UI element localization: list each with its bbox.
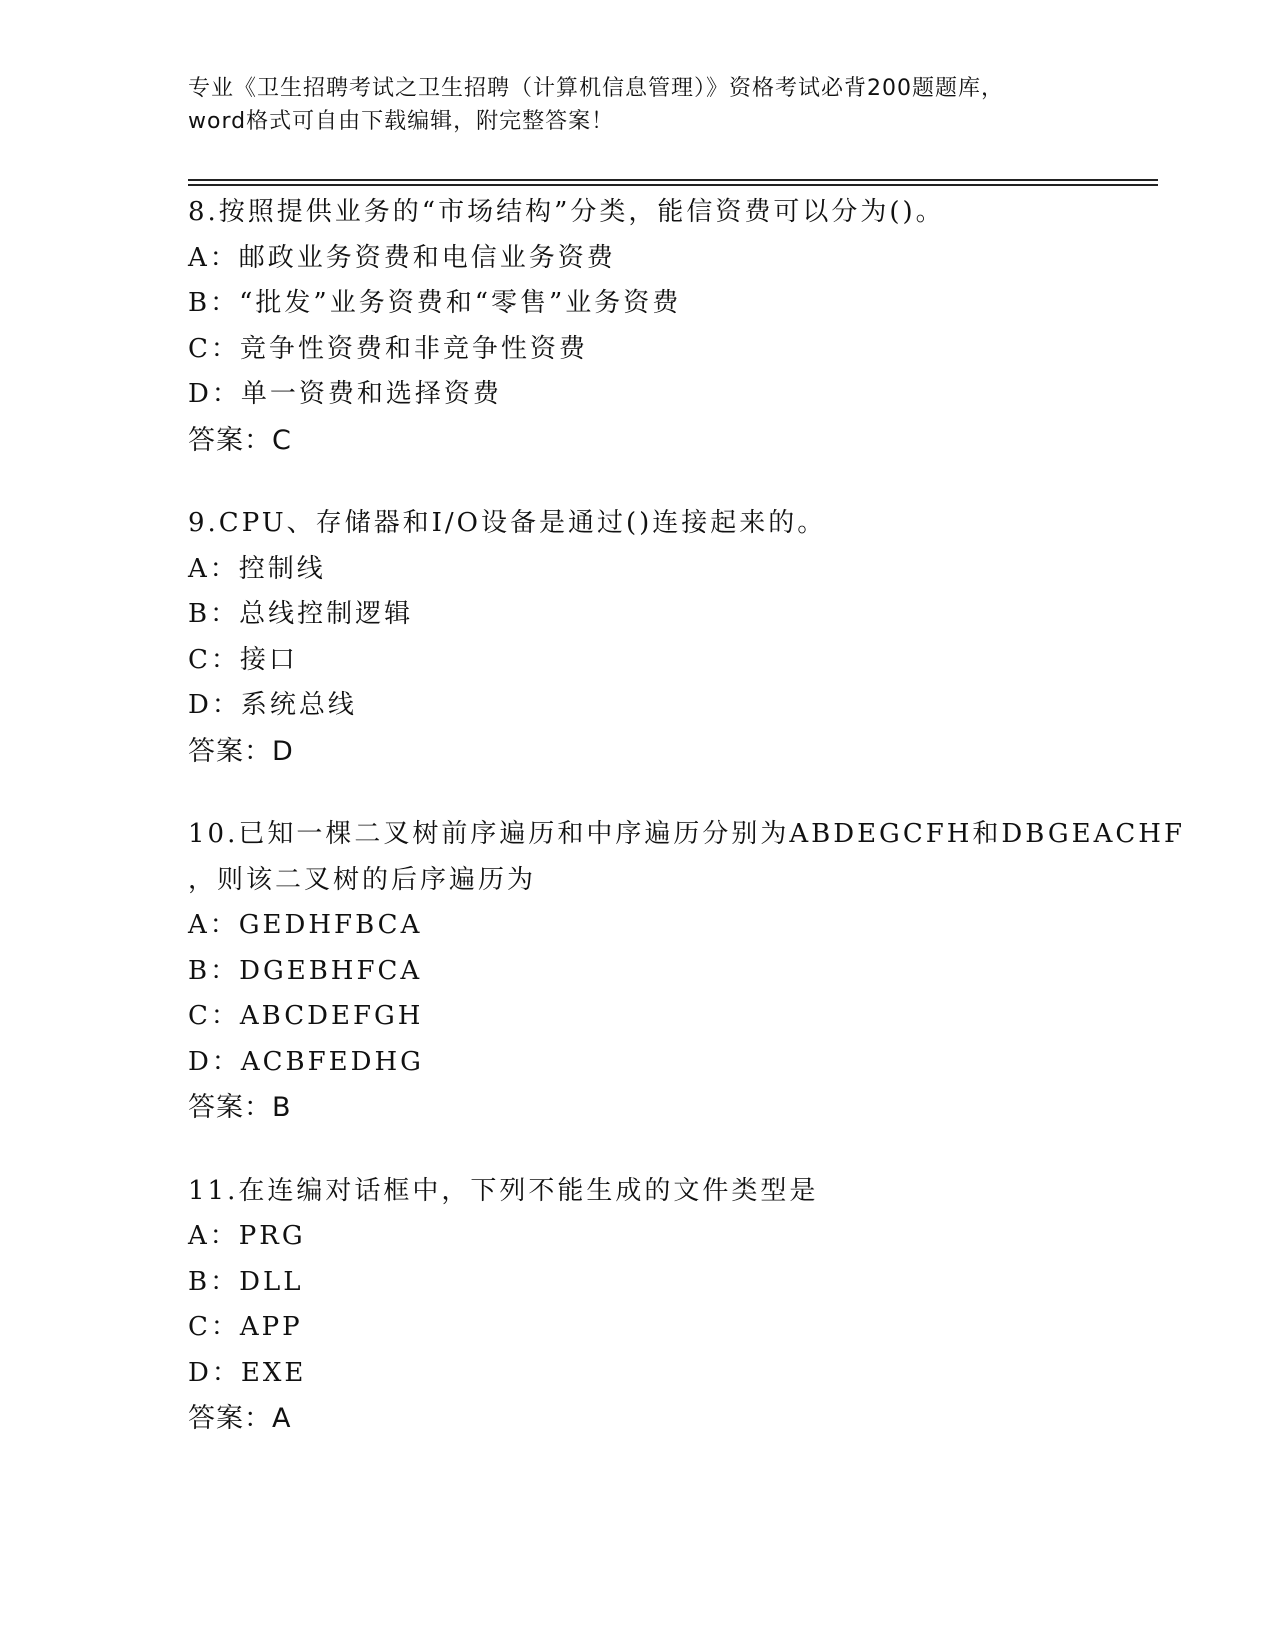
option-b: B：“批发”业务资费和“零售”业务资费 [188,288,682,318]
question-stem: 11.在连编对话框中，下列不能生成的文件类型是 [188,1175,819,1206]
option-d: D：ACBFEDHG [188,1046,424,1077]
question-stem: 9.CPU、存储器和I/O设备是通过()连接起来的。 [188,508,827,538]
option-a: A：GEDHFBCA [188,910,423,940]
answer: 答案：C [188,424,292,456]
question-stem: 8.按照提供业务的“市场结构”分类，能信资费可以分为()。 [188,197,945,227]
option-b: B：总线控制逻辑 [188,599,414,629]
question-10 [188,812,1188,1131]
question-list [188,190,1188,1480]
header-line-2: word格式可自由下载编辑，附完整答案！ [188,109,615,134]
option-a: A：邮政业务资费和电信业务资费 [188,242,616,273]
option-c: C：竞争性资费和非竞争性资费 [188,333,588,364]
option-d: D：单一资费和选择资费 [188,379,502,409]
option-d: D：系统总线 [188,690,357,720]
option-c: C：APP [188,1312,303,1342]
option-d: D：EXE [188,1357,307,1388]
answer: 答案：B [188,1092,292,1123]
answer: 答案：D [188,735,294,767]
option-c: C：ABCDEFGH [188,1001,424,1031]
document-header [188,72,1088,138]
header-line-1: 专业《卫生招聘考试之卫生招聘（计算机信息管理）》资格考试必背200题题库， [188,76,1004,101]
question-stem: 10.已知一棵二叉树前序遍历和中序遍历分别为ABDEGCFH和DBGEACHF [188,819,1186,849]
question-11 [188,1169,1188,1442]
option-c: C：接口 [188,644,298,675]
answer: 答案：A [188,1403,292,1434]
question-9 [188,501,1188,774]
option-b: B：DLL [188,1266,304,1297]
option-b: B：DGEBHFCA [188,955,423,986]
question-stem-continued: ，则该二叉树的后序遍历为 [188,864,537,895]
question-8 [188,190,1188,463]
double-rule-divider [188,179,1158,186]
option-a: A：PRG [188,1221,306,1251]
option-a: A：控制线 [188,553,326,584]
